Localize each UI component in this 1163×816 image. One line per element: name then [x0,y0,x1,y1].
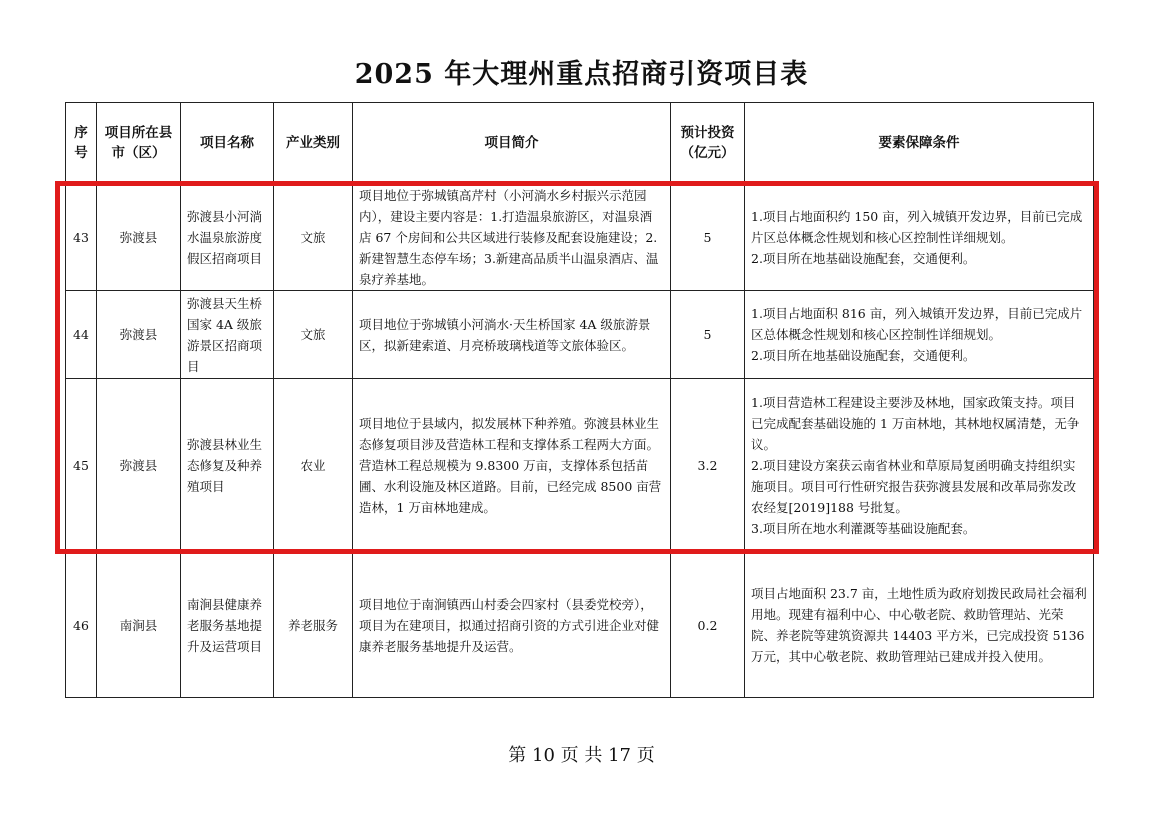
cell-name: 弥渡县林业生态修复及种养殖项目 [181,379,274,553]
cell-county: 弥渡县 [97,291,181,379]
cell-conditions: 1.项目占地面积 816 亩，列入城镇开发边界，目前已完成片区总体概念性规划和核心区控制性详细规划。 2.项目所在地基础设施配套，交通便利。 [745,291,1094,379]
cell-name: 弥渡县天生桥国家 4A 级旅游景区招商项目 [181,291,274,379]
header-conditions: 要素保障条件 [745,103,1094,184]
cell-investment: 0.2 [671,553,745,698]
header-seq: 序号 [66,103,97,184]
cell-conditions: 项目占地面积 23.7 亩，土地性质为政府划拨民政局社会福利用地。现建有福利中心、中心敬老院、救助管理站、光荣院、养老院等建筑资源共 14403 平方米，已完成投资 5136 万元，其中心敬老院、救助管理站已建成并投入使用。 [745,553,1094,698]
cell-conditions: 1.项目占地面积约 150 亩，列入城镇开发边界，目前已完成片区总体概念性规划和核心区控制性详细规划。 2.项目所在地基础设施配套，交通便利。 [745,184,1094,291]
table-header-row [66,103,1094,184]
cell-industry: 文旅 [274,184,353,291]
cell-county: 弥渡县 [97,184,181,291]
header-industry: 产业类别 [274,103,353,184]
cell-seq: 44 [66,291,97,379]
cell-investment: 5 [671,291,745,379]
cell-investment: 5 [671,184,745,291]
cell-industry: 文旅 [274,291,353,379]
project-table [65,102,1094,698]
table-row [66,291,1094,379]
cell-name: 南涧县健康养老服务基地提升及运营项目 [181,553,274,698]
table-row [66,184,1094,291]
cell-intro: 项目地位于弥城镇小河淌水·天生桥国家 4A 级旅游景区，拟新建索道、月亮桥玻璃栈道等文旅体验区。 [353,291,671,379]
header-name: 项目名称 [181,103,274,184]
cell-intro: 项目地位于县域内，拟发展林下种养殖。弥渡县林业生态修复项目涉及营造林工程和支撑体系工程两大方面。营造林工程总规模为 9.8300 万亩，支撑体系包括苗圃、水利设施及林区道路。目前，已经完成 8500 亩营造林，1 万亩林地建成。 [353,379,671,553]
table-row [66,553,1094,698]
cell-industry: 农业 [274,379,353,553]
cell-name: 弥渡县小河淌水温泉旅游度假区招商项目 [181,184,274,291]
cell-county: 弥渡县 [97,379,181,553]
cell-industry: 养老服务 [274,553,353,698]
cell-county: 南涧县 [97,553,181,698]
table-row [66,379,1094,553]
cell-conditions: 1.项目营造林工程建设主要涉及林地，国家政策支持。项目已完成配套基础设施的 1 万亩林地，其林地权属清楚，无争议。 2.项目建设方案获云南省林业和草原局复函明确支持组织实施项目。项目可行性研究报告获弥渡县发展和改革局弥发改农经复[2019]188 号批复。 3.项目所在地水利灌溉等基础设施配套。 [745,379,1094,553]
cell-investment: 3.2 [671,379,745,553]
header-intro: 项目简介 [353,103,671,184]
page-title: 2025 年大理州重点招商引资项目表 [354,59,809,90]
cell-intro: 项目地位于南涧镇西山村委会四家村（县委党校旁），项目为在建项目，拟通过招商引资的方式引进企业对健康养老服务基地提升及运营。 [353,553,671,698]
cell-intro: 项目地位于弥城镇高芹村（小河淌水乡村振兴示范园内），建设主要内容是：1.打造温泉旅游区，对温泉酒店 67 个房间和公共区域进行装修及配套设施建设；2.新建智慧生态停车场；3.新建高品质半山温泉酒店、温泉疗养基地。 [353,184,671,291]
header-county: 项目所在县市（区） [97,103,181,184]
cell-seq: 46 [66,553,97,698]
cell-seq: 43 [66,184,97,291]
header-investment: 预计投资（亿元） [671,103,745,184]
page-number: 第 10 页 共 17 页 [508,745,655,766]
cell-seq: 45 [66,379,97,553]
